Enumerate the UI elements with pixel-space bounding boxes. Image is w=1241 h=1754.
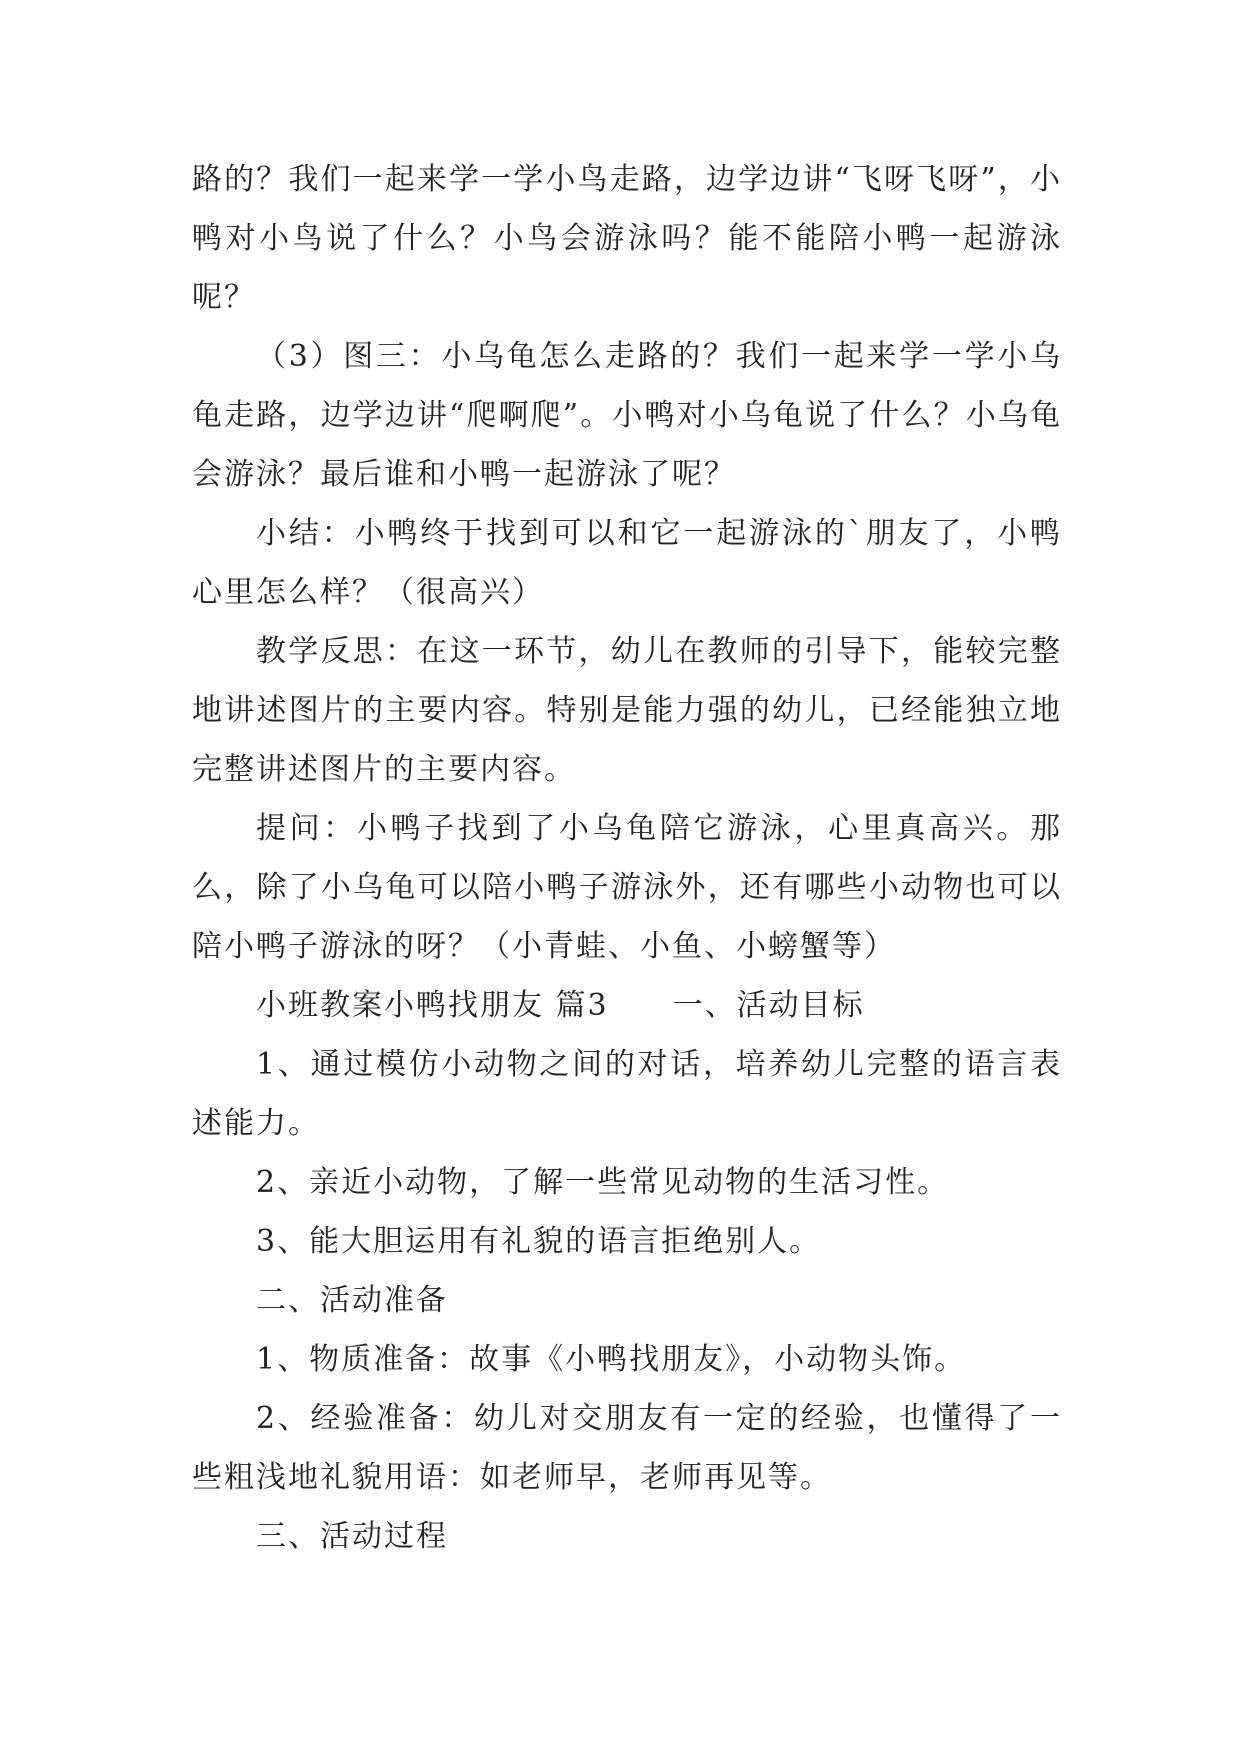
section-heading-3: 小班教案小鸭找朋友 篇3 一、活动目标: [256, 988, 865, 1023]
heading-preparation: 二、活动准备: [256, 1283, 448, 1318]
preparation-item-2: 2、经验准备：幼儿对交朋友有一定的经验，也懂得了一些粗浅地礼貌用语：如老师早，老师再见等。: [192, 1401, 1062, 1495]
goal-item-1: 1、通过模仿小动物之间的对话，培养幼儿完整的语言表述能力。: [192, 1047, 1062, 1141]
goal-item-2: 2、亲近小动物，了解一些常见动物的生活习性。: [256, 1165, 950, 1200]
preparation-item-1: 1、物质准备：故事《小鸭找朋友》，小动物头饰。: [256, 1342, 967, 1377]
heading-process: 三、活动过程: [256, 1519, 448, 1554]
paragraph-4: 教学反思：在这一环节，幼儿在教师的引导下，能较完整地讲述图片的主要内容。特别是能力强的幼儿，已经能独立地完整讲述图片的主要内容。: [192, 634, 1062, 787]
goal-item-3: 3、能大胆运用有礼貌的语言拒绝别人。: [256, 1224, 822, 1259]
document-body: [192, 150, 1062, 1566]
paragraph-5: 提问：小鸭子找到了小乌龟陪它游泳，心里真高兴。那么，除了小乌龟可以陪小鸭子游泳外，还有哪些小动物也可以陪小鸭子游泳的呀？（小青蛙、小鱼、小螃蟹等）: [192, 811, 1062, 964]
paragraph-1: 路的？我们一起来学一学小鸟走路，边学边讲“飞呀飞呀”，小鸭对小鸟说了什么？小鸟会游泳吗？能不能陪小鸭一起游泳呢？: [192, 162, 1062, 315]
paragraph-2: （3）图三：小乌龟怎么走路的？我们一起来学一学小乌龟走路，边学边讲“爬啊爬”。小鸭对小乌龟说了什么？小乌龟会游泳？最后谁和小鸭一起游泳了呢？: [192, 339, 1062, 492]
paragraph-3: 小结：小鸭终于找到可以和它一起游泳的`朋友了，小鸭心里怎么样？（很高兴）: [192, 516, 1062, 610]
